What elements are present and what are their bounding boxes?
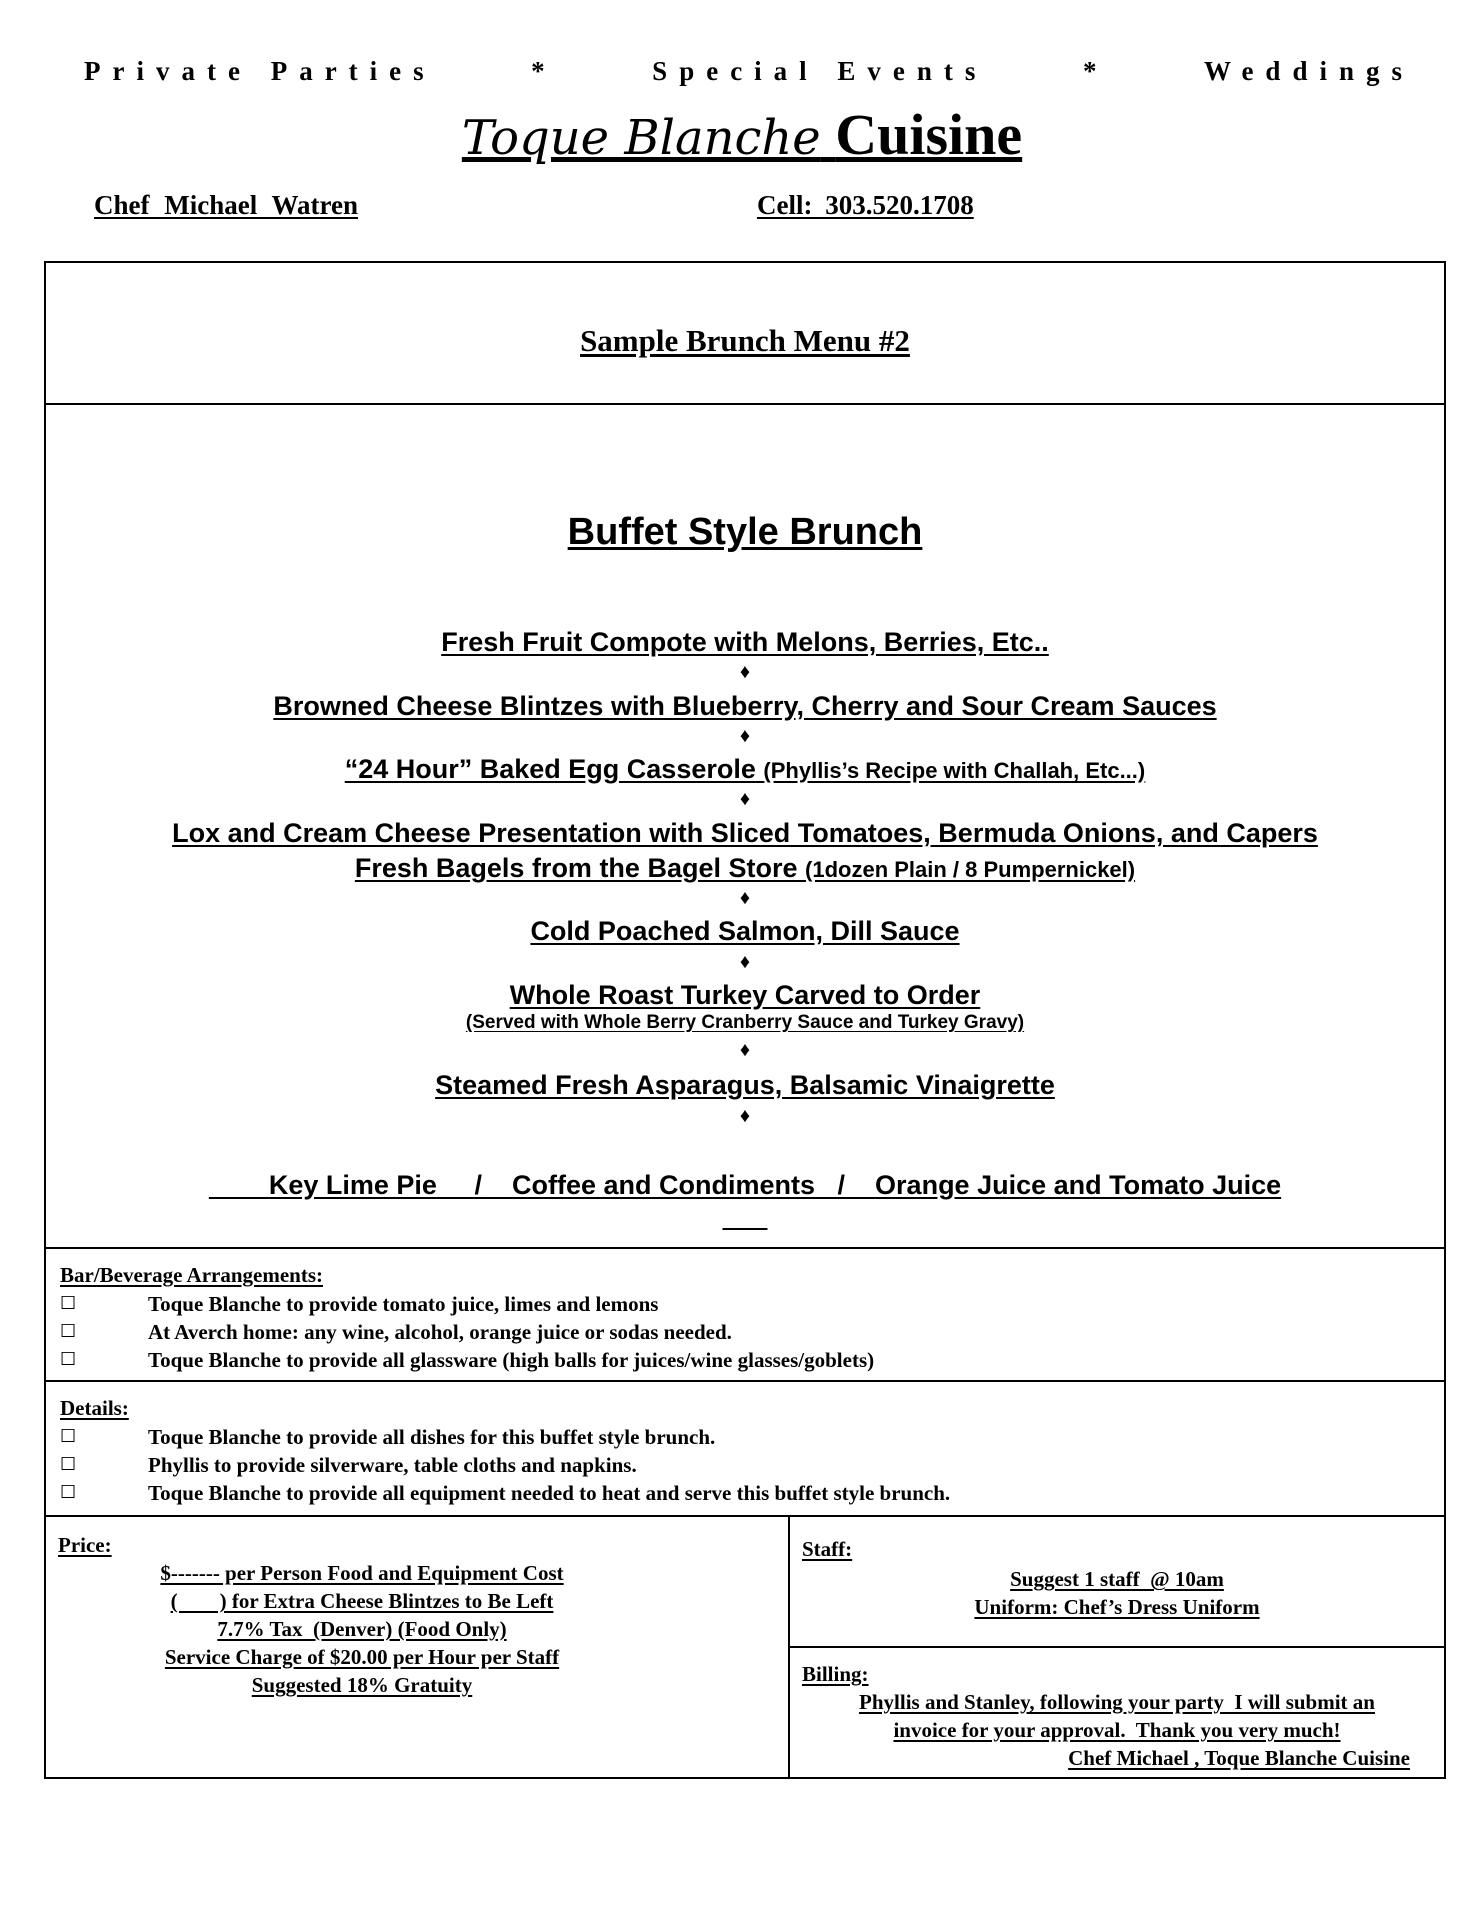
brand-bold: Cuisine [835, 102, 1023, 167]
bar-section [44, 1247, 1446, 1382]
details-item-text: Toque Blanche to provide all dishes for this buffet style brunch. [148, 1425, 716, 1449]
staff-line: Uniform: Chef’s Dress Uniform [974, 1595, 1260, 1619]
staff-section [788, 1515, 1446, 1648]
checkbox-icon: ☐ [60, 1482, 77, 1503]
price-line: Service Charge of $20.00 per Hour per Staff [164, 1645, 560, 1669]
menu-item-note: (1dozen Plain / 8 Pumpernickel) [805, 857, 1136, 882]
tagline-separator: * [1082, 56, 1109, 86]
billing-line: Phyllis and Stanley, following your party I will submit an [859, 1690, 1375, 1714]
staff-label: Staff: [802, 1537, 853, 1561]
bar-item-text: Toque Blanche to provide all glassware (high balls for juices/wine glasses/goblets) [148, 1348, 875, 1372]
details-item-text: Toque Blanche to provide all equipment needed to heat and serve this buffet style brunch. [148, 1481, 951, 1505]
tagline-private-parties: Private Parties [84, 56, 436, 86]
title-box [44, 261, 1446, 405]
diamond-separator: ♦ [739, 887, 751, 909]
bar-item-text: Toque Blanche to provide tomato juice, limes and lemons [148, 1292, 659, 1316]
tagline-special-events: Special Events [652, 56, 988, 86]
list-item [60, 1290, 874, 1318]
diamond-separator: ♦ [739, 1039, 751, 1061]
billing-label: Billing: [802, 1662, 869, 1686]
menu-item: Lox and Cream Cheese Presentation with Sliced Tomatoes, Bermuda Onions, and Capers [172, 818, 1318, 848]
diamond-separator: ♦ [739, 1105, 751, 1127]
details-label: Details: [60, 1396, 129, 1420]
price-label: Price: [58, 1533, 112, 1557]
checkbox-icon: ☐ [60, 1293, 77, 1314]
price-line: ( ) for Extra Cheese Blintzes to Be Left [170, 1589, 554, 1613]
bar-label: Bar/Beverage Arrangements: [60, 1263, 324, 1287]
menu-item-coffee: Coffee and Condiments [511, 1170, 815, 1200]
menu-item: Steamed Fresh Asparagus, Balsamic Vinaigrette [435, 1070, 1055, 1100]
menu-item-dessert: Key Lime Pie [268, 1170, 437, 1200]
menu-item: Browned Cheese Blintzes with Blueberry, Cherry and Sour Cream Sauces [273, 691, 1217, 721]
price-line: 7.7% Tax (Denver) (Food Only) [217, 1617, 507, 1641]
list-item [60, 1318, 874, 1346]
brand-logo [0, 100, 1484, 173]
price-line: Suggested 18% Gratuity [251, 1673, 473, 1697]
list-item [60, 1346, 874, 1374]
billing-line: invoice for your approval. Thank you very much! [893, 1718, 1341, 1742]
menu-item: Fresh Fruit Compote with Melons, Berries, Etc.. [441, 627, 1049, 657]
tagline [84, 56, 1414, 87]
checkbox-icon: ☐ [60, 1426, 77, 1447]
list-item [60, 1451, 950, 1479]
menu-item-note: (Phyllis’s Recipe with Challah, Etc...) [763, 758, 1146, 783]
details-item-text: Phyllis to provide silverware, table cloths and napkins. [148, 1453, 637, 1477]
bar-item-text: At Averch home: any wine, alcohol, orange juice or sodas needed. [148, 1320, 732, 1344]
menu-item: Cold Poached Salmon, Dill Sauce [530, 916, 960, 946]
checkbox-icon: ☐ [60, 1349, 77, 1370]
checkbox-icon: ☐ [60, 1454, 77, 1475]
menu-box [44, 403, 1446, 1249]
diamond-separator: ♦ [739, 951, 751, 973]
slash-separator: / [474, 1170, 482, 1200]
brand-script: Toque Blanche [461, 110, 821, 166]
tagline-weddings: Weddings [1203, 56, 1414, 86]
billing-signature: Chef Michael , Toque Blanche Cuisine [1068, 1746, 1410, 1770]
staff-line: Suggest 1 staff @ 10am [1010, 1567, 1224, 1591]
diamond-separator: ♦ [739, 661, 751, 683]
menu-item-note: (Served with Whole Berry Cranberry Sauce and Turkey Gravy) [465, 1012, 1025, 1033]
price-section [44, 1515, 790, 1779]
chef-name: Chef Michael Watren [94, 190, 358, 220]
details-section [44, 1380, 1446, 1517]
menu-item: Whole Roast Turkey Carved to Order [509, 980, 981, 1010]
menu-item-juice: Orange Juice and Tomato Juice [875, 1170, 1282, 1200]
diamond-separator: ♦ [739, 725, 751, 747]
menu-item: Fresh Bagels from the Bagel Store [354, 853, 798, 883]
billing-section [788, 1646, 1446, 1779]
list-item [60, 1423, 950, 1451]
list-item [60, 1479, 950, 1507]
checkbox-icon: ☐ [60, 1321, 77, 1342]
price-line: $------- per Person Food and Equipment Cost [160, 1561, 564, 1585]
page-title: Sample Brunch Menu #2 [580, 323, 910, 358]
diamond-separator: ♦ [739, 788, 751, 810]
cell-phone: Cell: 303.520.1708 [757, 190, 974, 220]
tagline-separator: * [531, 56, 557, 86]
menu-item: “24 Hour” Baked Egg Casserole [344, 754, 756, 784]
slash-separator: / [837, 1170, 846, 1200]
menu-heading: Buffet Style Brunch [567, 511, 923, 553]
